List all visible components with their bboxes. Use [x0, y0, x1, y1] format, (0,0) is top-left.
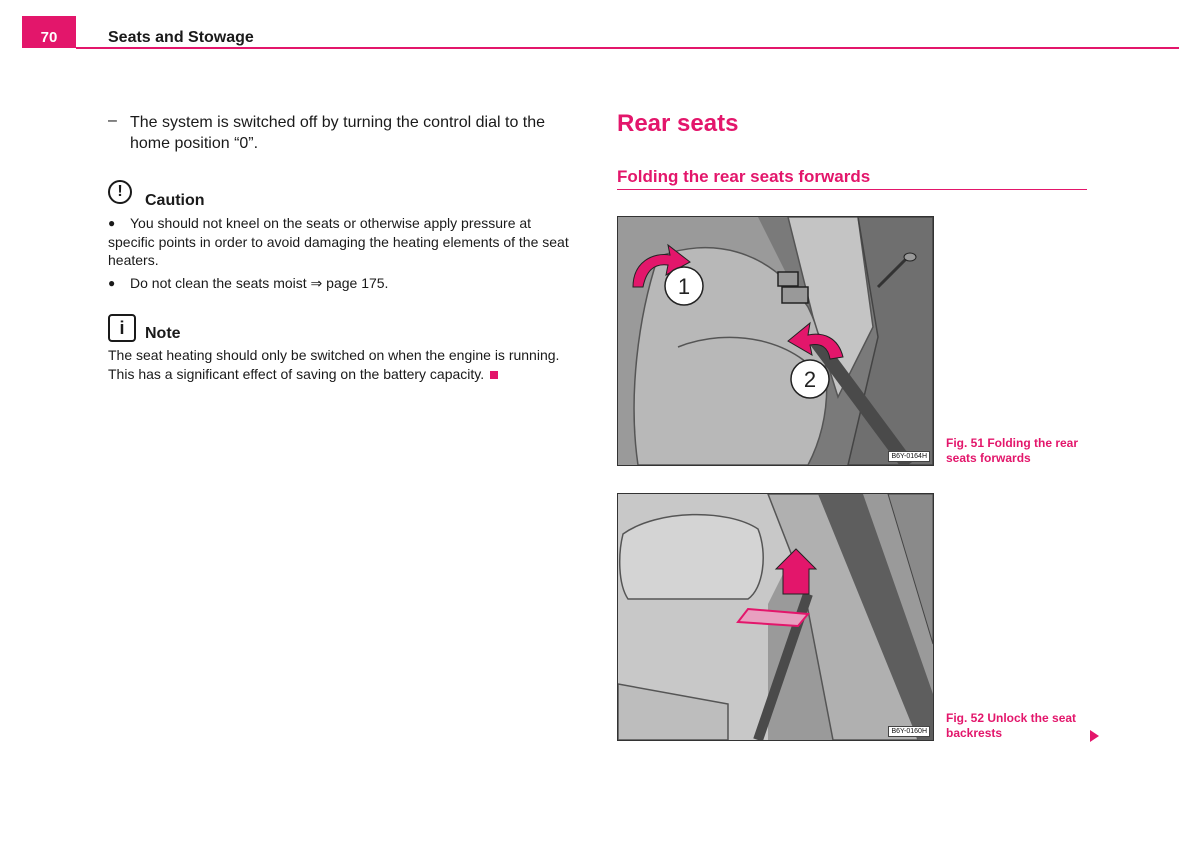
rear-seat-folding-illustration [618, 217, 933, 465]
caution-bullet-1: You should not kneel on the seats or otherwise apply pressure at specific points in order to avoid damaging the heating elements of the seat heaters. [108, 215, 569, 268]
figure-code: B6Y-0164H [888, 451, 930, 462]
figure-52 [617, 493, 934, 741]
bullet-dot: ● [108, 276, 116, 290]
subsection-title: Folding the rear seats forwards [617, 167, 871, 186]
note-text: The seat heating should only be switched on when the engine is running. This has a significant effect of saving on the battery capacity. [108, 347, 560, 382]
caution-bullet-2: Do not clean the seats moist ⇒ page 175. [130, 275, 389, 291]
dash-marker: – [108, 112, 117, 129]
header-section-title: Seats and Stowage [108, 29, 254, 46]
continue-arrow-icon [1090, 730, 1099, 742]
header-rule [76, 47, 1179, 49]
section-title: Rear seats [617, 110, 739, 137]
callout-1: 1 [677, 274, 691, 299]
figure-51-caption: Fig. 51 Folding the rear seats forwards [946, 436, 1079, 465]
dash-item-text: The system is switched off by turning the control dial to the home position “0”. [130, 114, 546, 152]
page-number: 70 [40, 29, 58, 46]
bullet-dot: ● [108, 216, 116, 230]
info-icon [108, 314, 136, 342]
subsection-rule [617, 189, 1087, 190]
seat-backrest-unlock-illustration [618, 494, 933, 740]
note-text-block [108, 346, 578, 383]
end-marker-icon [490, 371, 498, 379]
figure-code: B6Y-0160H [888, 726, 930, 737]
info-icon-glyph: i [119, 318, 125, 338]
figure-52-caption: Fig. 52 Unlock the seat backrests [946, 711, 1077, 740]
caution-title: Caution [145, 192, 205, 209]
caution-icon-glyph: ! [117, 183, 123, 200]
figure-51 [617, 216, 934, 466]
caution-icon [108, 180, 132, 204]
callout-2: 2 [803, 367, 817, 392]
note-title: Note [145, 325, 181, 342]
